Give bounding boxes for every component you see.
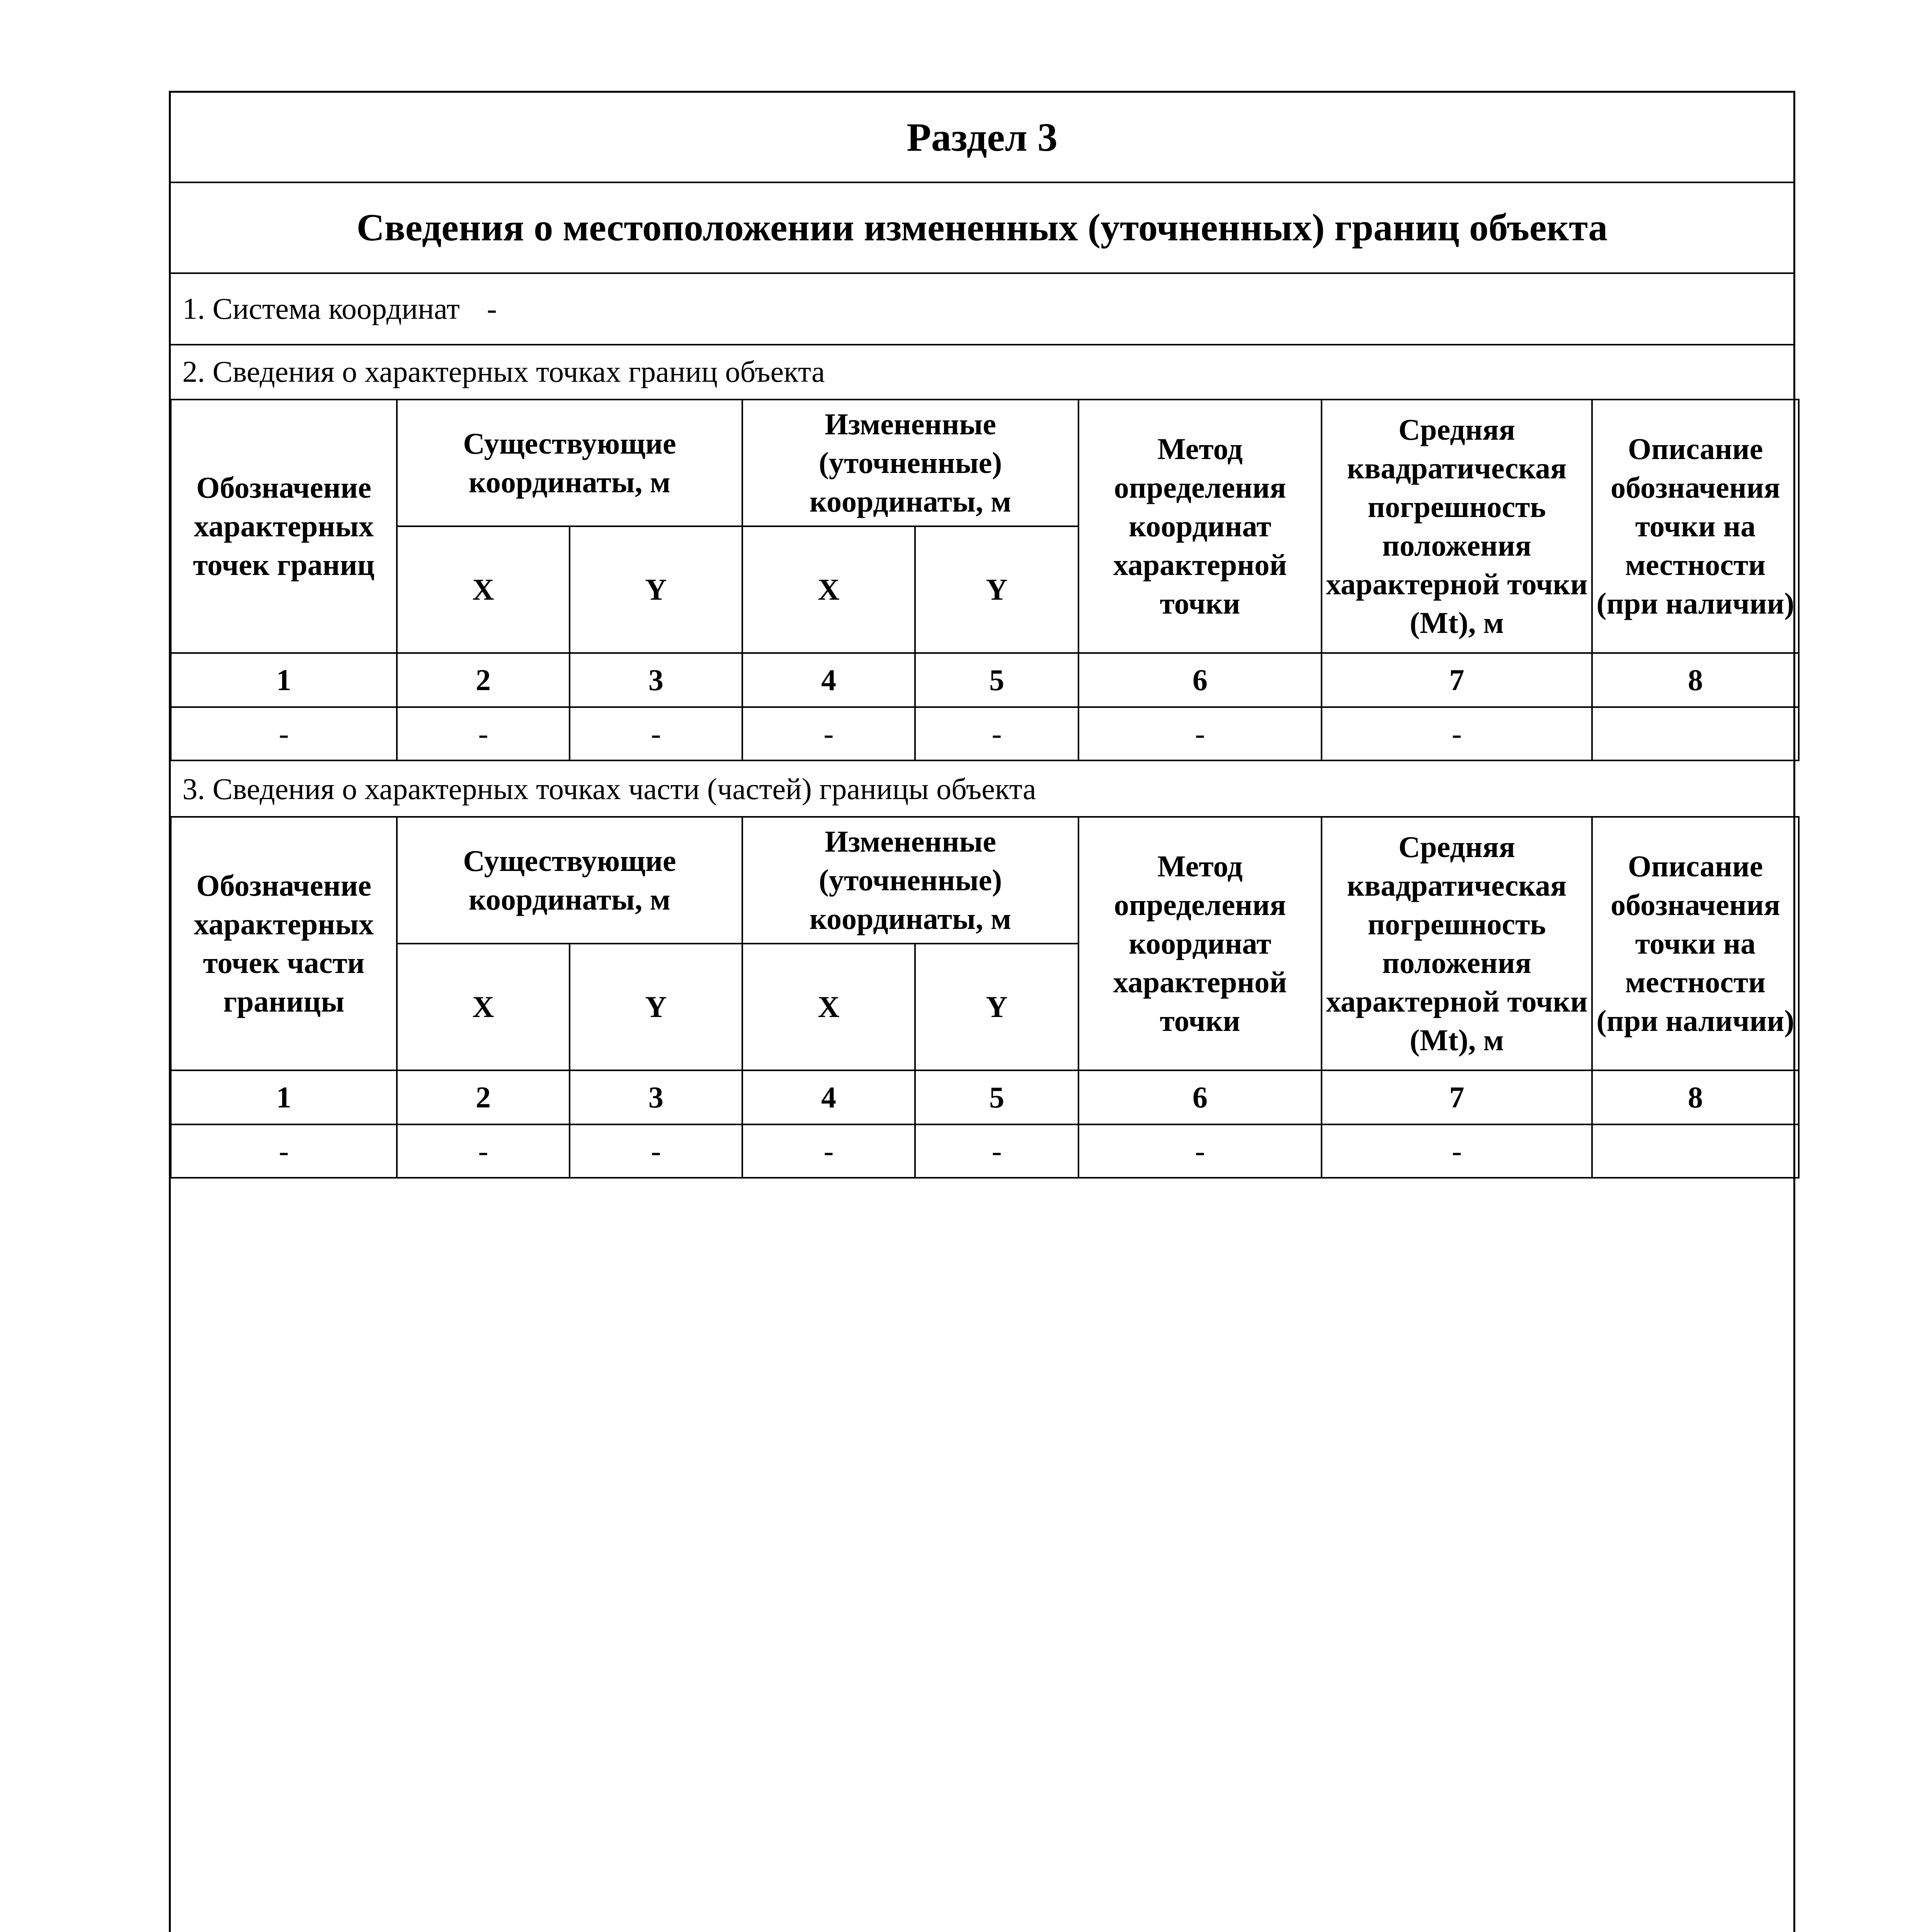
table-cell: - bbox=[171, 707, 397, 760]
header-existing-coordinates: Существующие координаты, м bbox=[397, 817, 742, 944]
document-frame bbox=[169, 91, 1795, 1932]
table-row bbox=[171, 707, 1799, 760]
column-number: 7 bbox=[1322, 1070, 1592, 1124]
table1-caption: 2. Сведения о характерных точках границ объекта bbox=[182, 355, 825, 388]
coordinate-system-value: - bbox=[486, 291, 497, 325]
table-cell: - bbox=[570, 707, 742, 760]
column-number: 7 bbox=[1322, 653, 1592, 707]
table-cell: - bbox=[171, 1124, 397, 1178]
table-cell: - bbox=[1078, 1124, 1322, 1178]
header-mean-error: Средняя квадратическая погрешность положения характерной точки (Mt), м bbox=[1322, 400, 1592, 653]
column-number: 2 bbox=[397, 1070, 570, 1124]
table-cell bbox=[1592, 1124, 1799, 1178]
table-cell: - bbox=[397, 707, 570, 760]
column-number-row bbox=[171, 653, 1799, 707]
section-title: Раздел 3 bbox=[907, 115, 1058, 160]
header-existing-x: X bbox=[397, 944, 570, 1070]
header-point-description: Описание обозначения точки на местности (при наличии) bbox=[1592, 400, 1799, 653]
table-cell: - bbox=[397, 1124, 570, 1178]
header-mean-error: Средняя квадратическая погрешность положения характерной точки (Mt), м bbox=[1322, 817, 1592, 1070]
header-designation: Обозначение характерных точек границ bbox=[171, 400, 397, 653]
header-changed-y: Y bbox=[915, 526, 1078, 653]
column-number: 4 bbox=[742, 653, 915, 707]
header-method: Метод определения координат характерной точки bbox=[1078, 400, 1322, 653]
column-number: 3 bbox=[570, 1070, 742, 1124]
column-number: 5 bbox=[915, 1070, 1078, 1124]
header-method: Метод определения координат характерной точки bbox=[1078, 817, 1322, 1070]
header-designation: Обозначение характерных точек части границы bbox=[171, 817, 397, 1070]
header-existing-y: Y bbox=[570, 944, 742, 1070]
boundary-part-points-table bbox=[170, 816, 1800, 1179]
table-cell: - bbox=[915, 1124, 1078, 1178]
column-number: 2 bbox=[397, 653, 570, 707]
header-changed-x: X bbox=[742, 944, 915, 1070]
section-subtitle: Сведения о местоположении измененных (уточненных) границ объекта bbox=[356, 206, 1608, 249]
table-cell: - bbox=[915, 707, 1078, 760]
header-changed-y: Y bbox=[915, 944, 1078, 1070]
column-number: 3 bbox=[570, 653, 742, 707]
table-cell: - bbox=[1322, 707, 1592, 760]
table-cell: - bbox=[742, 1124, 915, 1178]
column-number: 8 bbox=[1592, 653, 1799, 707]
coordinate-system-label: 1. Система координат bbox=[182, 291, 460, 325]
header-changed-coordinates: Измененные (уточненные) координаты, м bbox=[742, 400, 1078, 526]
column-number: 6 bbox=[1078, 653, 1322, 707]
header-existing-x: X bbox=[397, 526, 570, 653]
table2-caption: 3. Сведения о характерных точках части (частей) границы объекта bbox=[182, 772, 1036, 806]
table-cell: - bbox=[1078, 707, 1322, 760]
table-cell: - bbox=[570, 1124, 742, 1178]
table-row bbox=[171, 1124, 1799, 1178]
column-number: 1 bbox=[171, 1070, 397, 1124]
column-number: 4 bbox=[742, 1070, 915, 1124]
header-changed-x: X bbox=[742, 526, 915, 653]
header-changed-coordinates: Измененные (уточненные) координаты, м bbox=[742, 817, 1078, 944]
column-number: 6 bbox=[1078, 1070, 1322, 1124]
header-existing-y: Y bbox=[570, 526, 742, 653]
coordinate-system-line bbox=[171, 273, 1793, 344]
table-cell: - bbox=[1322, 1124, 1592, 1178]
column-number: 5 bbox=[915, 653, 1078, 707]
table-cell: - bbox=[742, 707, 915, 760]
table-cell bbox=[1592, 707, 1799, 760]
header-point-description: Описание обозначения точки на местности (при наличии) bbox=[1592, 817, 1799, 1070]
header-existing-coordinates: Существующие координаты, м bbox=[397, 400, 742, 526]
column-number: 1 bbox=[171, 653, 397, 707]
boundary-points-table bbox=[170, 399, 1800, 761]
column-number: 8 bbox=[1592, 1070, 1799, 1124]
column-number-row bbox=[171, 1070, 1799, 1124]
